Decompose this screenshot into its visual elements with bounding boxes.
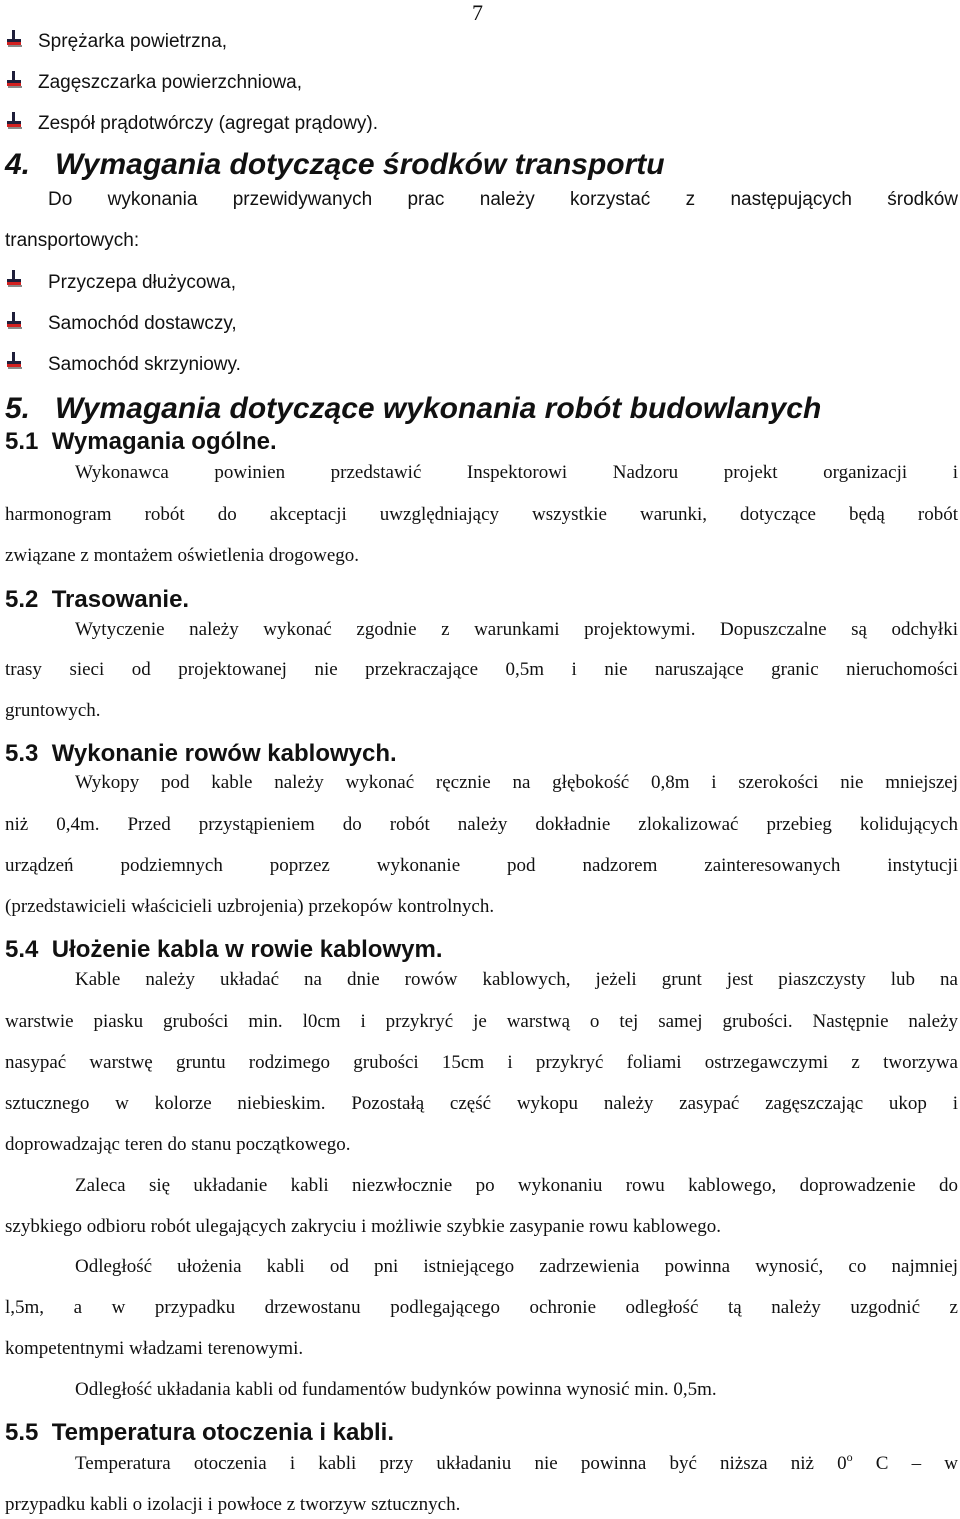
paragraph-line: (przedstawicieli właścicieli uzbrojenia) przekopów kontrolnych. — [5, 896, 495, 917]
subsection-heading-5-5: 5.5 Temperatura otoczenia i kabli. — [5, 1419, 395, 1446]
section-heading-4: 4. Wymagania dotyczące środków transportu — [5, 148, 665, 181]
paragraph-line — [75, 1450, 958, 1475]
paragraph-line: przypadku kabli o izolacji i powłoce z tworzyw sztucznych. — [5, 1494, 461, 1515]
page-number: 7 — [472, 0, 483, 25]
paragraph-line: Wykonawca powinien przedstawić Inspektorowi Nadzoru projekt organizacji i — [75, 462, 958, 483]
paragraph-line: Odległość układania kabli od fundamentów budynków powinna wynosić min. 0,5m. — [75, 1379, 717, 1400]
list-item: Samochód dostawczy, — [48, 313, 237, 334]
paragraph-line: Zaleca się układanie kabli niezwłocznie po wykonaniu rowu kablowego, doprowadzenie do — [75, 1175, 958, 1196]
list-item: Przyczepa dłużycowa, — [48, 272, 236, 293]
paragraph-line: związane z montażem oświetlenia drogowego. — [5, 545, 359, 566]
temperature-text: Temperatura otoczenia i kabli przy układaniu nie powinna być niższa niż 0 — [75, 1453, 847, 1474]
paragraph-line: Do wykonania przewidywanych prac należy korzystać z następujących środków — [48, 189, 958, 210]
subsection-heading-5-4: 5.4 Ułożenie kabla w rowie kablowym. — [5, 936, 443, 963]
paragraph-line: Wykopy pod kable należy wykonać ręcznie na głębokość 0,8m i szerokości nie mniejszej — [75, 772, 958, 793]
subsection-heading-5-3: 5.3 Wykonanie rowów kablowych. — [5, 740, 397, 767]
list-item: Samochód skrzyniowy. — [48, 354, 241, 375]
paragraph-line: doprowadzając teren do stanu początkowego. — [5, 1134, 351, 1155]
paragraph-line: l,5m, a w przypadku drzewostanu podlegającego ochronie odległość tą należy uzgodnić z — [5, 1297, 958, 1318]
subsection-heading-5-1: 5.1 Wymagania ogólne. — [5, 428, 277, 455]
section-heading-5: 5. Wymagania dotyczące wykonania robót budowlanych — [5, 392, 822, 425]
paragraph-line: kompetentnymi władzami terenowymi. — [5, 1338, 304, 1359]
paragraph-line: szybkiego odbioru robót ulegających zakryciu i możliwie szybkie zasypanie rowu kablowego. — [5, 1216, 721, 1237]
paragraph-line: Wytyczenie należy wykonać zgodnie z warunkami projektowymi. Dopuszczalne są odchyłki — [75, 619, 958, 640]
paragraph-line: trasy sieci od projektowanej nie przekraczające 0,5m i nie naruszające granic nieruchomości — [5, 659, 958, 680]
paragraph-line: urządzeń podziemnych poprzez wykonanie pod nadzorem zainteresowanych instytucji — [5, 855, 958, 876]
temperature-text-end: C – w — [852, 1453, 958, 1474]
paragraph-line: transportowych: — [5, 230, 140, 251]
subsection-heading-5-2: 5.2 Trasowanie. — [5, 586, 190, 613]
paragraph-line: nasypać warstwę gruntu rodzimego grubości 15cm i przykryć foliami ostrzegawczymi z tworzywa — [5, 1052, 958, 1073]
arrow-bullet-icon — [5, 352, 23, 370]
list-item: Sprężarka powietrzna, — [38, 31, 228, 52]
arrow-bullet-icon — [5, 71, 23, 89]
paragraph-line: sztucznego w kolorze niebieskim. Pozostałą część wykopu należy zasypać zagęszczając ukop i — [5, 1093, 958, 1114]
arrow-bullet-icon — [5, 270, 23, 288]
paragraph-line: warstwie piasku grubości min. l0cm i przykryć je warstwą o tej samej grubości. Następnie należy — [5, 1011, 958, 1032]
arrow-bullet-icon — [5, 312, 23, 330]
paragraph-line: harmonogram robót do akceptacji uwzględniający wszystkie warunki, dotyczące będą robót — [5, 504, 958, 525]
list-item: Zagęszczarka powierzchniowa, — [38, 72, 303, 93]
list-item: Zespół prądotwórczy (agregat prądowy). — [38, 113, 379, 134]
paragraph-line: gruntowych. — [5, 700, 101, 721]
paragraph-line: Odległość ułożenia kabli od pni istniejącego zadrzewienia powinna wynosić, co najmniej — [75, 1256, 958, 1277]
arrow-bullet-icon — [5, 30, 23, 48]
paragraph-line: Kable należy układać na dnie rowów kablowych, jeżeli grunt jest piaszczysty lub na — [75, 969, 958, 990]
degree-superscript: o — [846, 1450, 853, 1464]
paragraph-line: niż 0,4m. Przed przystąpieniem do robót należy dokładnie zlokalizować przebieg kolidujących — [5, 814, 958, 835]
arrow-bullet-icon — [5, 112, 23, 130]
